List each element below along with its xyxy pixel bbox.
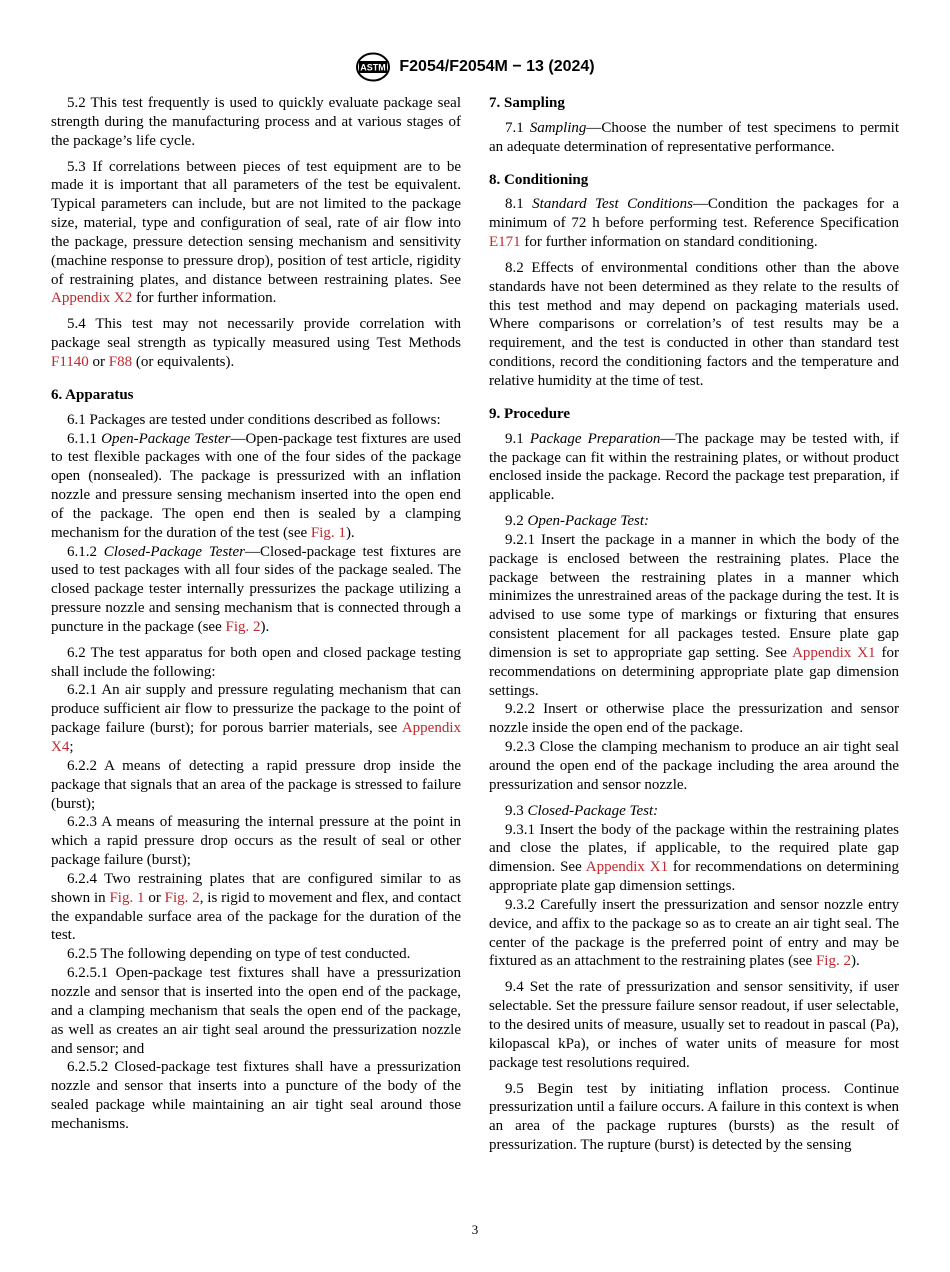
- para-9-4: 9.4 Set the rate of pressurization and sensor sensitivity, if user selectable. Set the pressure failure sensor readout, if user selectable, to the desired units of measure, usually set to readout in pascal (Pa), kilopascal kPa), or inches of water units of measure for most package test resolutions required.: [489, 979, 899, 1071]
- appendix-x2-link[interactable]: Appendix X2: [51, 290, 133, 307]
- f1140-link[interactable]: F1140: [51, 353, 89, 370]
- appendix-x1-link[interactable]: Appendix X1: [792, 644, 876, 661]
- logo-text: ASTM: [360, 62, 387, 73]
- para-9-5: 9.5 Begin test by initiating inflation process. Continue pressurization until a failure occurs. A failure in this context is when an area of the package ruptures (bursts) as the result of pressurization. The rupture (burst) is detected by the sensing: [489, 1080, 899, 1154]
- section-8-heading: 8. Conditioning: [489, 171, 589, 188]
- para-9-1: 9.1 Package Preparation—The package may be tested with, if the package can fit within the restraining plates, or without product enclosed inside the package. Record the package test preparation, if applicable.: [489, 430, 899, 504]
- left-column: [51, 94, 461, 1134]
- fig-2-link[interactable]: Fig. 2: [164, 889, 200, 906]
- fig-2-link[interactable]: Fig. 2: [815, 953, 851, 970]
- section-7-heading: 7. Sampling: [489, 95, 565, 111]
- para-6-2-3: 6.2.3 A means of measuring the internal pressure at the point in which a rapid pressure drop occurs as the result of seal or other package failure (burst);: [51, 814, 461, 869]
- para-6-2-5: 6.2.5 The following depending on type of test conducted.: [67, 946, 411, 963]
- para-6-2-4: 6.2.4 Two restraining plates that are configured similar to as shown in Fig. 1 or Fig. 2, is rigid to movement and flex, and contact the expandable surface area of the package for the duration of the test.: [51, 870, 462, 944]
- page-number: 3: [471, 1222, 479, 1237]
- para-8-1: 8.1 Standard Test Conditions—Condition the packages for a minimum of 72 h before performing test. Reference Specification E171 for further information on standard conditioning.: [489, 196, 900, 251]
- fig-1-link[interactable]: Fig. 1: [109, 889, 145, 906]
- para-6-1: 6.1 Packages are tested under conditions described as follows:: [67, 411, 441, 428]
- para-9-3-2: 9.3.2 Carefully insert the pressurization and sensor nozzle entry device, and affix to the package so as to create an air tight seal. The center of the package is the preferred point of entry and may be fixtured as an attachment to the restraining plates (see Fig. 2).: [489, 896, 899, 970]
- document-designation: F2054/F2054M − 13 (2024): [399, 58, 595, 75]
- para-6-2-1: 6.2.1 An air supply and pressure regulating mechanism that can produce sufficient air flow to pressurize the package to the point of package failure (burst); for porous barrier materials, see Appendix X4;: [51, 682, 461, 755]
- section-6-heading: 6. Apparatus: [51, 386, 134, 403]
- appendix-x4-link[interactable]: Appendix X4: [51, 720, 461, 755]
- para-9-3: 9.3 Closed-Package Test:: [505, 802, 659, 819]
- section-9-heading: 9. Procedure: [489, 405, 571, 422]
- para-6-1-1: 6.1.1 Open-Package Tester—Open-package test fixtures are used to test flexible packages with one of the four sides of the package open (nonsealed). The package is pressurized with an inflation nozzle and pressure sensing mechanism inserted into the open end of the package. The open end then is sealed by a clamping mechanism for the duration of the test (see Fig. 1).: [51, 430, 462, 541]
- para-9-2: 9.2 Open-Package Test:: [505, 513, 649, 530]
- f88-link[interactable]: F88: [108, 353, 133, 370]
- para-9-2-2: 9.2.2 Insert or otherwise place the pressurization and sensor nozzle inside the open end of the package.: [489, 701, 899, 737]
- para-6-1-2: 6.1.2 Closed-Package Tester—Closed-package test fixtures are used to test packages with all four sides of the package sealed. The closed package tester internally pressurizes the package utilizing a pressure nozzle and sensing mechanism that is connected through a puncture in the package (see Fig. 2).: [51, 543, 461, 635]
- right-column: [489, 94, 899, 1155]
- astm-logo-icon: [355, 52, 391, 82]
- para-7-1: 7.1 Sampling—Choose the number of test specimens to permit an adequate determination of representative performance.: [489, 119, 900, 155]
- para-5-4: 5.4 This test may not necessarily provide correlation with package seal strength as typically measured using Test Methods F1140 or F88 (or equivalents).: [51, 316, 461, 370]
- fig-1-link[interactable]: Fig. 1: [310, 524, 346, 541]
- para-6-2-2: 6.2.2 A means of detecting a rapid pressure drop inside the package that signals that an area of the package is stressed to failure (burst);: [51, 757, 461, 812]
- para-9-2-3: 9.2.3 Close the clamping mechanism to produce an air tight seal around the open end of the package including the area around the pressurization and sensor nozzle.: [489, 739, 899, 793]
- para-6-2-5-1: 6.2.5.1 Open-package test fixtures shall have a pressurization nozzle and sensor that is inserted into the open end of the package, and a clamping mechanism that seals the open end of the package, as well as creates an air tight seal around the pressurization nozzle and sensor; and: [51, 965, 461, 1057]
- para-9-2-1: 9.2.1 Insert the package in a manner in which the body of the package is enclosed between the restraining plates. Place the package between the restraining plates in a manner which minimizes the unrestrained areas of the package during the test. It is advised to use some type of markings or fixturing that ensures consistent placement for all packages tested. Ensure plate gap dimension is set to appropriate gap setting. See Appendix X1 for recommendations on determining appropriate plate gap dimension settings.: [489, 531, 899, 699]
- e171-link[interactable]: E171: [489, 234, 521, 251]
- appendix-x1-link[interactable]: Appendix X1: [585, 859, 669, 876]
- para-9-3-1: 9.3.1 Insert the body of the package within the restraining plates and close the plates, if applicable, to the required plate gap dimension. See Appendix X1 for recommendations on determining appropriate plate gap dimension settings.: [489, 821, 900, 895]
- fig-2-link[interactable]: Fig. 2: [225, 618, 261, 635]
- para-5-2: 5.2 This test frequently is used to quickly evaluate package seal strength during the manufacturing process and at various stages of the package’s life cycle.: [51, 95, 461, 149]
- para-6-2: 6.2 The test apparatus for both open and closed package testing shall include the following:: [51, 644, 461, 680]
- para-5-3: 5.3 If correlations between pieces of test equipment are to be made it is important that all parameters of the test be equivalent. Typical parameters can include, but are not limited to the package size, material, type and configuration of seal, rate of air flow into the package, pressure detection sensing mechanism and sensitivity (machine response to pressure drop), position of test article, rigidity of restraining plates, and distance between restraining plates. See Appendix X2 for further information.: [51, 158, 461, 307]
- para-6-2-5-2: 6.2.5.2 Closed-package test fixtures shall have a pressurization nozzle and sensor that inserts into a puncture of the body of the sealed package while maintaining an air tight seal around those mechanisms.: [51, 1059, 461, 1132]
- para-8-2: 8.2 Effects of environmental conditions other than the above standards have not been determined as they relate to the results of this test method and may depend on packaging materials used. Where comparisons or correlation’s of test results may be a requirement, and the test is conducted in other than standard test conditions, record the conditioning factors and the temperature and relative humidity at the time of test.: [489, 259, 899, 389]
- page-header: [0, 52, 950, 82]
